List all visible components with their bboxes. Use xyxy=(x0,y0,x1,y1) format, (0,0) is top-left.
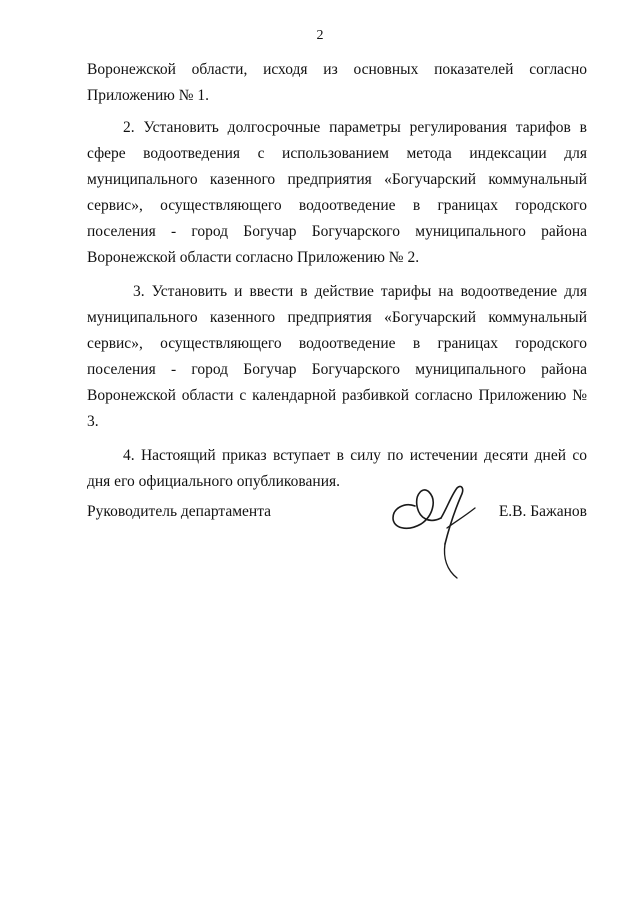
paragraph-item-4: 4. Настоящий приказ вступает в силу по истечении десяти дней со дня его официального опубликования. xyxy=(87,447,587,490)
paragraph-continuation: Воронежской области, исходя из основных показателей согласно Приложению № 1. xyxy=(87,61,587,104)
page-number: 2 xyxy=(316,28,324,43)
handwritten-signature xyxy=(385,478,495,588)
signer-name: Е.В. Бажанов xyxy=(498,503,587,520)
paragraph-item-2: 2. Установить долгосрочные параметры регулирования тарифов в сфере водоотведения с использованием метода индексации для муниципального казенного предприятия «Богучарский коммунальный сервис», осуществляющего водоотведение в границах городского поселения - город Богучар Богучарского муниципального района Воронежской области согласно Приложению № 2. xyxy=(87,119,587,266)
signer-position-title: Руководитель департамента xyxy=(87,503,272,520)
paragraph-item-3: 3. Установить и ввести в действие тарифы на водоотведение для муниципального казенного предприятия «Богучарский коммунальный сервис», осуществляющего водоотведение в границах городского поселения - город Богучар Богучарского муниципального района Воронежской области с календарной разбивкой согласно Приложению № 3. xyxy=(87,283,587,430)
document-body xyxy=(87,57,587,495)
signature-block xyxy=(87,503,587,533)
